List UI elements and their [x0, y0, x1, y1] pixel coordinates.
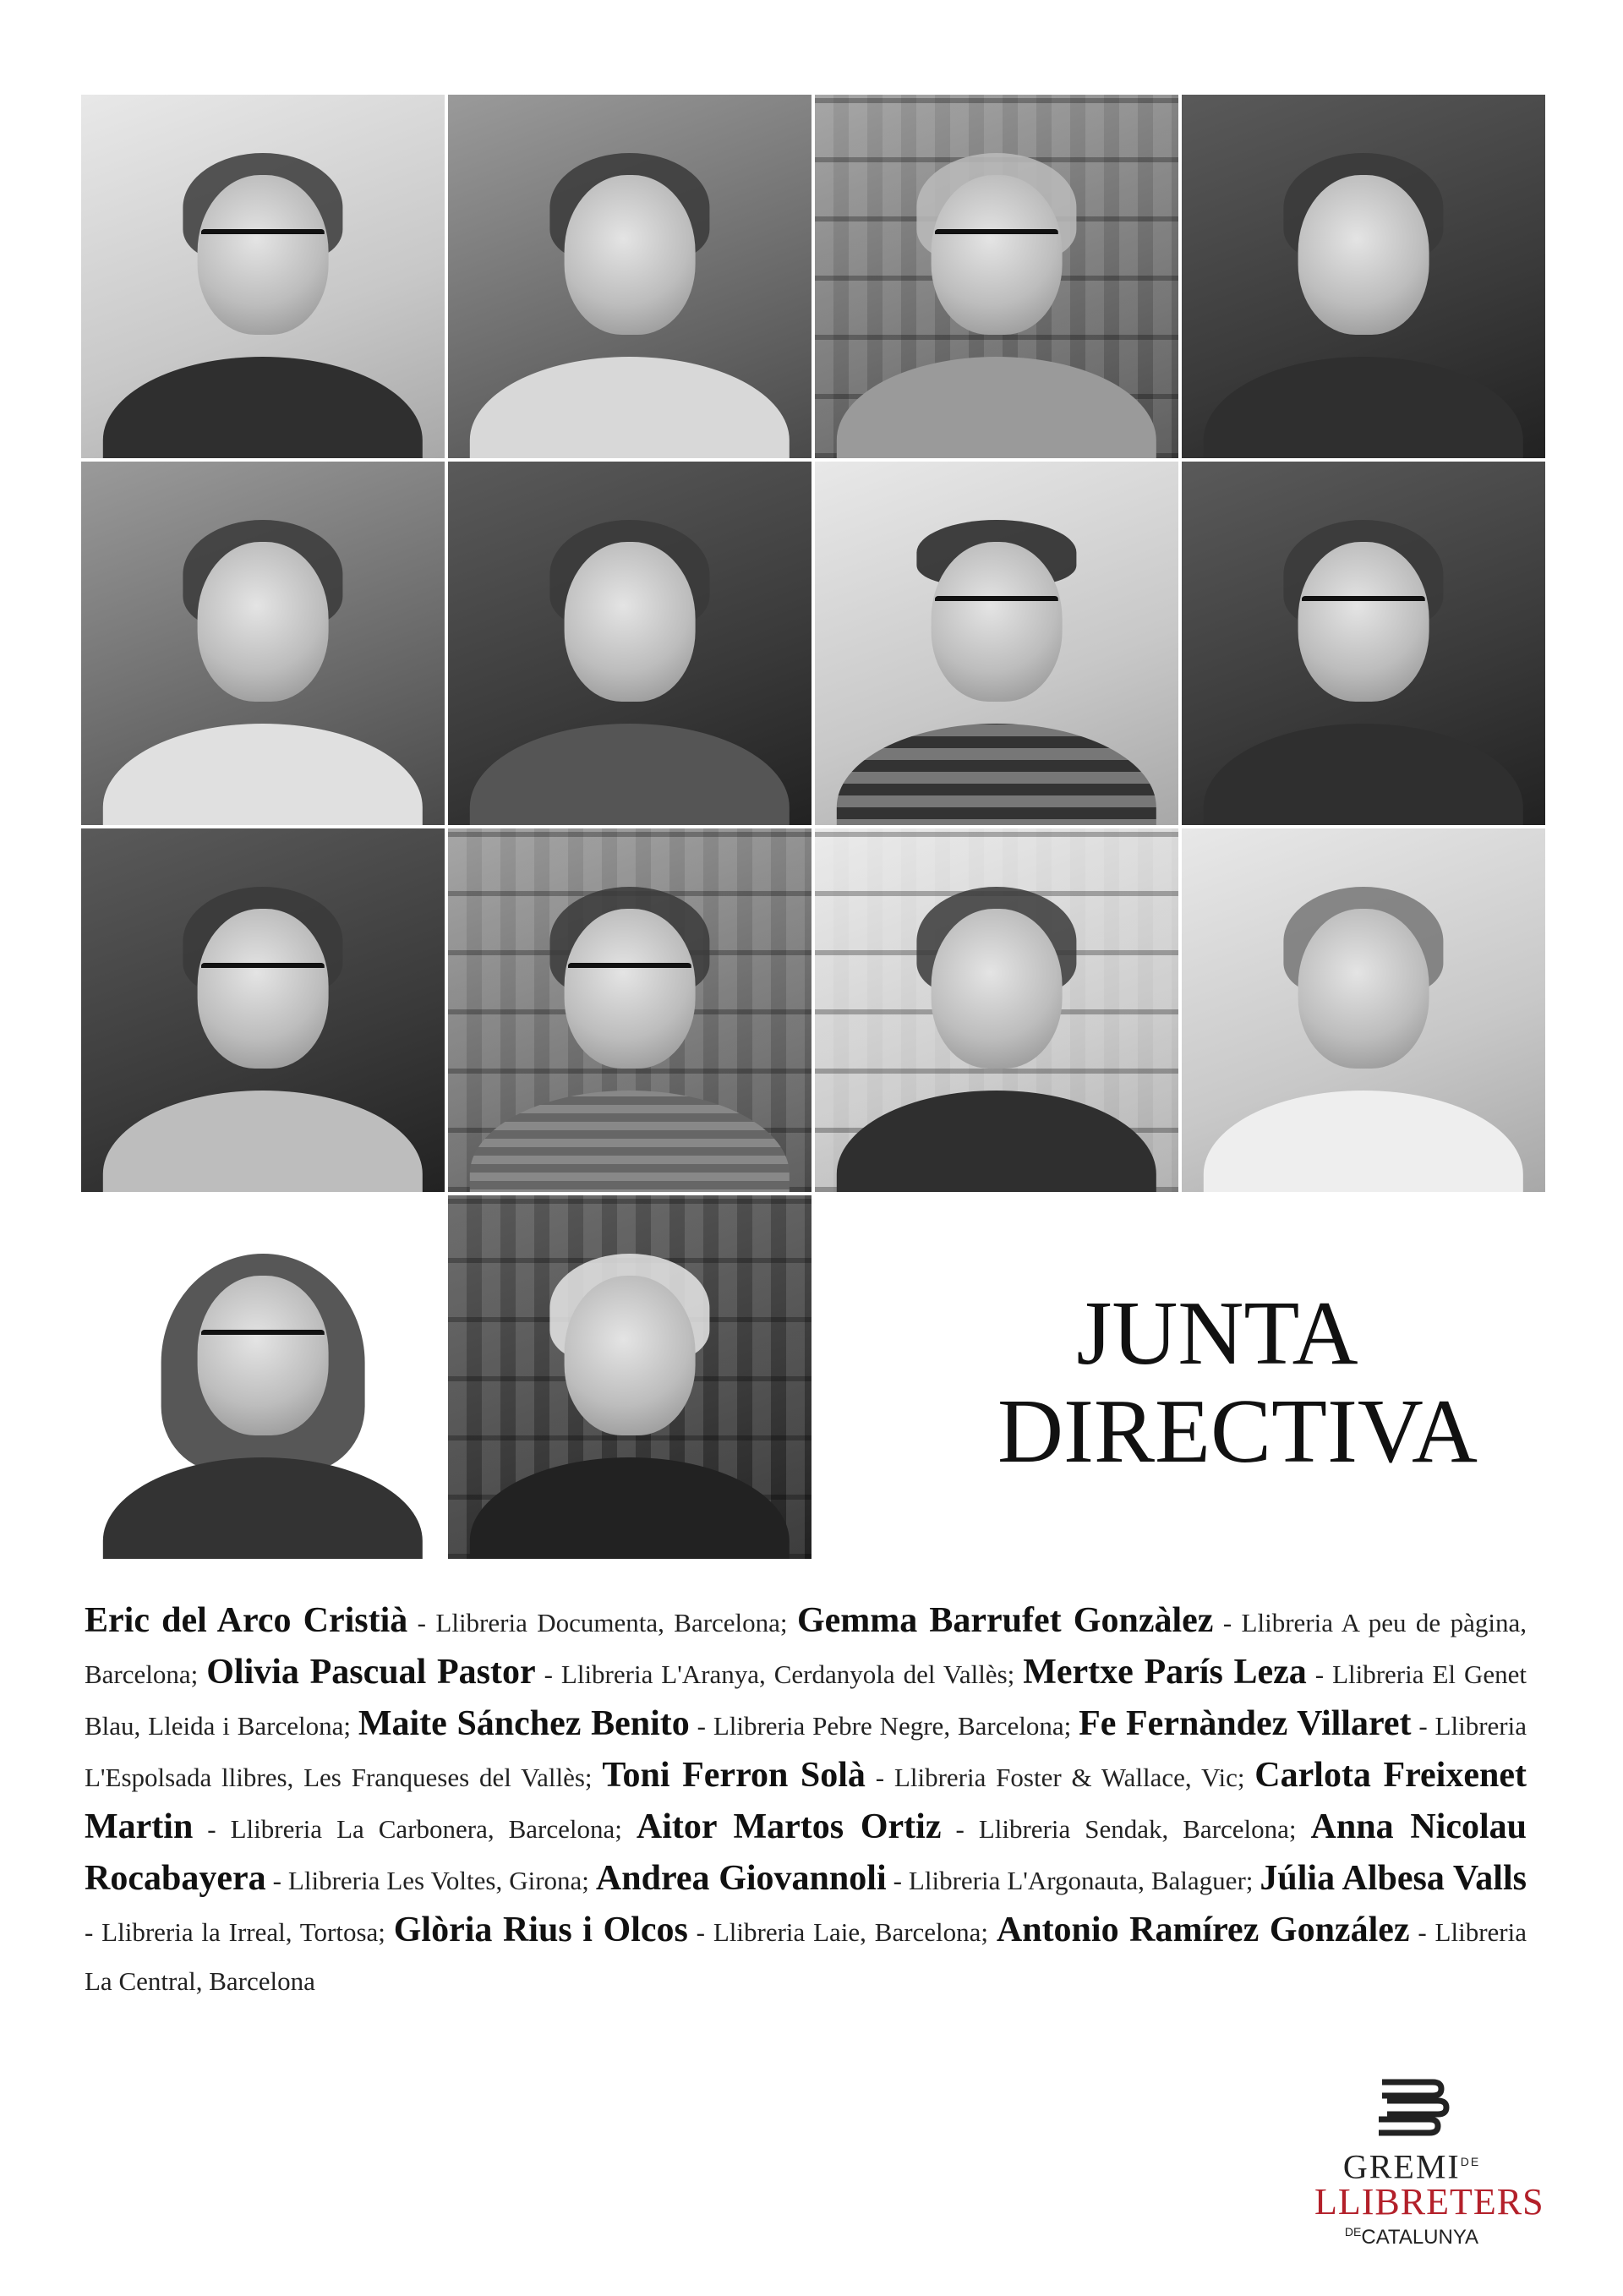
member-photo [448, 828, 812, 1192]
title-line-2: DIRECTIVA [997, 1381, 1478, 1482]
member-entry: Maite Sánchez Benito - Llibreria Pebre Negre, Barcelona; [358, 1704, 1079, 1743]
logo-line-3: $^{DE}$CATALUNYA [1344, 2225, 1479, 2250]
member-entry: Aitor Martos Ortiz - Llibreria Sendak, Barcelona; [636, 1807, 1311, 1846]
logo-line-2: LLIBRETERS [1314, 2181, 1544, 2223]
member-photo [815, 95, 1178, 458]
member-photo [448, 1195, 812, 1559]
member-name: Aitor Martos Ortiz [636, 1807, 942, 1846]
member-entry: Antonio Ramírez González - Llibreria La Central, Barcelona [85, 1911, 1527, 1996]
title-line-1: JUNTA [1076, 1283, 1358, 1384]
member-detail: Llibreria La Central, Barcelona [85, 1917, 1527, 1996]
member-name: Toni Ferron Solà [602, 1756, 866, 1795]
member-entry: Júlia Albesa Valls - Llibreria la Irreal, Tortosa; [85, 1859, 1527, 1947]
member-name: Mertxe París Leza [1023, 1653, 1307, 1692]
member-photo [1182, 95, 1545, 458]
member-entry: Gemma Barrufet Gonzàlez - Llibreria A peu de pàgina, Barcelona; [85, 1601, 1527, 1689]
gremi-logo [1314, 2075, 1544, 2250]
member-photo [1182, 828, 1545, 1192]
members-list [85, 1596, 1527, 2006]
member-detail: Llibreria Sendak, Barcelona [978, 1814, 1289, 1844]
member-detail: Llibreria Documenta, Barcelona [435, 1608, 780, 1637]
member-name: Maite Sánchez Benito [358, 1704, 690, 1743]
member-detail: Llibreria Foster & Wallace, Vic [893, 1763, 1238, 1792]
member-name: Fe Fernàndez Villaret [1079, 1704, 1412, 1743]
member-entry: Eric del Arco Cristià - Llibreria Documenta, Barcelona; [85, 1601, 797, 1640]
member-detail: Llibreria Laie, Barcelona [713, 1917, 981, 1947]
member-photo [81, 1195, 445, 1559]
member-detail: Llibreria El Genet Blau, Lleida i Barcelona [85, 1659, 1527, 1741]
member-name: Antonio Ramírez González [996, 1911, 1410, 1949]
member-photo [1182, 462, 1545, 825]
member-name: Gemma Barrufet Gonzàlez [796, 1601, 1214, 1640]
member-name: Anna Nicolau Rocabayera [85, 1807, 1527, 1898]
member-entry: Fe Fernàndez Villaret - Llibreria L'Espolsada llibres, Les Franqueses del Vallès; [85, 1704, 1527, 1792]
member-detail: Llibreria Pebre Negre, Barcelona [713, 1711, 1064, 1741]
member-name: Andrea Giovannoli [595, 1859, 887, 1898]
member-entry: Anna Nicolau Rocabayera - Llibreria Les Voltes, Girona; [85, 1807, 1527, 1898]
member-detail: Llibreria A peu de pàgina, Barcelona [85, 1608, 1527, 1689]
member-entry: Olivia Pascual Pastor - Llibreria L'Aranya, Cerdanyola del Vallès; [206, 1653, 1024, 1692]
member-detail: Llibreria la Irreal, Tortosa [101, 1917, 379, 1947]
member-name: Eric del Arco Cristià [85, 1601, 408, 1640]
logo-line-1: $GREMI^{DE}$ [1342, 2147, 1481, 2186]
member-entry: Mertxe París Leza - Llibreria El Genet Blau, Lleida i Barcelona; [85, 1653, 1527, 1741]
member-name: Olivia Pascual Pastor [206, 1653, 536, 1692]
member-photo [81, 828, 445, 1192]
page-title [997, 1283, 1478, 1482]
member-entry: Glòria Rius i Olcos - Llibreria Laie, Barcelona; [393, 1911, 997, 1949]
member-photo [448, 95, 812, 458]
member-photo [448, 462, 812, 825]
member-detail: Llibreria L'Aranya, Cerdanyola del Vallès [560, 1659, 1008, 1689]
member-name: Carlota Freixenet Martin [85, 1756, 1527, 1846]
member-detail: Llibreria Les Voltes, Girona [287, 1866, 582, 1895]
member-photo [815, 828, 1178, 1192]
member-entry: Andrea Giovannoli - Llibreria L'Argonauta, Balaguer; [595, 1859, 1260, 1898]
member-detail: Llibreria L'Espolsada llibres, Les Franqueses del Vallès [85, 1711, 1527, 1792]
member-name: Júlia Albesa Valls [1260, 1859, 1527, 1898]
member-entry: Carlota Freixenet Martin - Llibreria La Carbonera, Barcelona; [85, 1756, 1527, 1846]
member-name: Glòria Rius i Olcos [393, 1911, 688, 1949]
member-photo [815, 462, 1178, 825]
member-detail: Llibreria La Carbonera, Barcelona [230, 1814, 615, 1844]
member-entry: Toni Ferron Solà - Llibreria Foster & Wallace, Vic; [602, 1756, 1255, 1795]
member-detail: Llibreria L'Argonauta, Balaguer [908, 1866, 1246, 1895]
member-photo [81, 462, 445, 825]
member-photo [81, 95, 445, 458]
books-icon [1374, 2075, 1450, 2140]
